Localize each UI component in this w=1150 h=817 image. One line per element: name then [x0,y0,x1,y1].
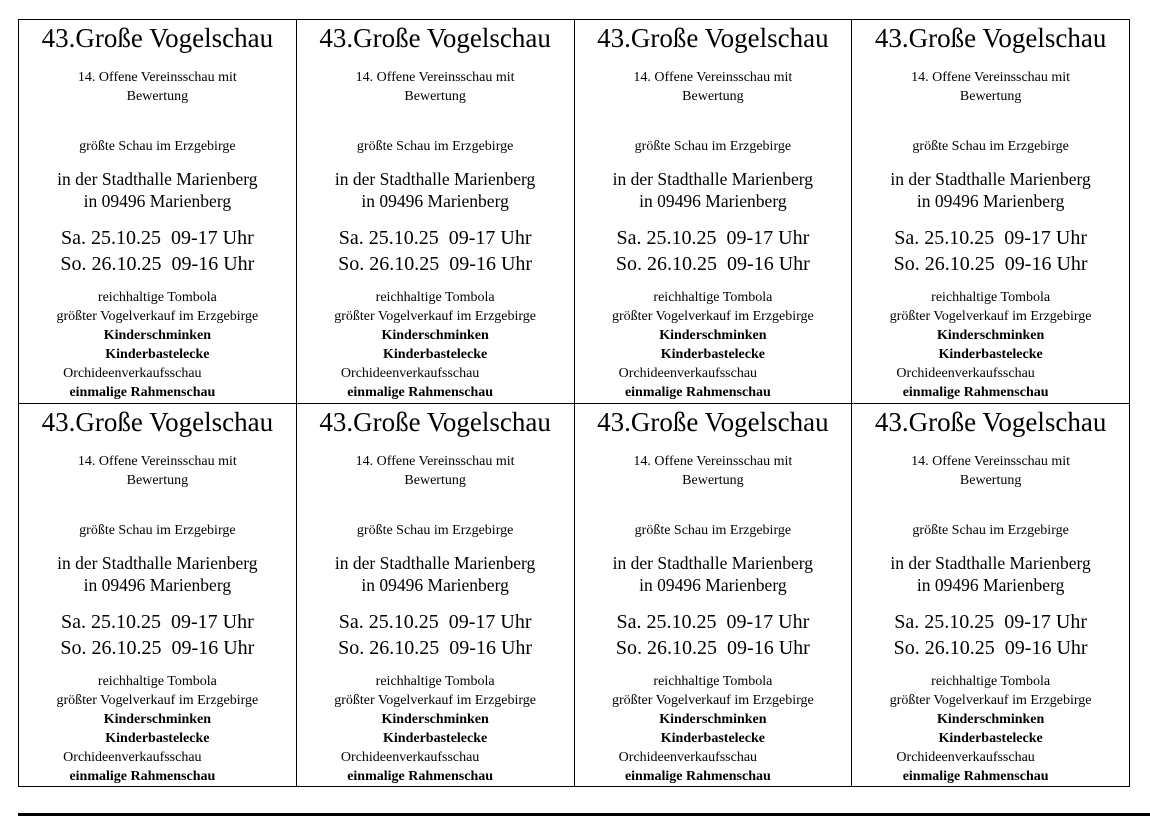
flyer-feature: einmalige Rahmenschau [624,768,771,784]
flyer-sheet [18,19,1130,787]
flyer-title: 43.Große Vogelschau [597,406,829,437]
flyer-feature: einmalige Rahmenschau [69,768,216,784]
flyer-feature: größter Vogelverkauf im Erzgebirge [889,692,1092,708]
flyer-date-sunday: So. 26.10.25 09-16 Uhr [60,253,255,275]
flyer-card [852,20,1130,404]
flyer-features [575,288,852,402]
flyer-subtitle-line1: 14. Offene Vereinsschau mit [633,70,793,85]
flyer-feature: reichhaltige Tombola [97,290,217,305]
flyer-card [297,404,575,788]
flyer-claim: größte Schau im Erzgebirge [634,139,792,154]
flyer-claim: größte Schau im Erzgebirge [912,139,1069,154]
flyer-venue [19,168,296,212]
flyer-claim: größte Schau im Erzgebirge [356,139,514,154]
flyer-title: 43.Große Vogelschau [319,23,551,53]
flyer-card [575,20,853,404]
flyer-venue [575,168,852,212]
flyer-venue [575,552,852,596]
flyer-date-sunday: So. 26.10.25 09-16 Uhr [338,253,533,275]
flyer-title: 43.Große Vogelschau [874,23,1107,53]
flyer-venue-line1: in der Stadthalle Marienberg [334,552,536,573]
flyer-feature: Orchideenverkaufsschau [340,366,480,381]
flyer-date-saturday: Sa. 25.10.25 09-17 Uhr [616,610,810,633]
flyer-feature: Kinderbastelecke [383,347,488,362]
flyer-feature: reichhaltige Tombola [931,290,1051,305]
flyer-feature: Kinderschminken [381,711,489,727]
flyer-venue-line1: in der Stadthalle Marienberg [57,552,258,573]
flyer-subtitle-line1: 14. Offene Vereinsschau mit [355,453,515,469]
flyer-subtitle-line1: 14. Offene Vereinsschau mit [355,70,515,85]
flyer-date-sunday: So. 26.10.25 09-16 Uhr [893,253,1088,275]
flyer-subtitle [297,68,574,106]
flyer-date-sunday: So. 26.10.25 09-16 Uhr [893,636,1088,659]
flyer-card [852,404,1130,788]
flyer-feature: einmalige Rahmenschau [624,385,771,400]
flyer-venue-line2: in 09496 Marienberg [83,574,232,595]
flyer-venue-line2: in 09496 Marienberg [916,191,1065,211]
flyer-feature: Kinderschminken [381,328,489,343]
flyer-venue [852,552,1129,596]
flyer-venue-line2: in 09496 Marienberg [639,574,787,595]
flyer-date-saturday: Sa. 25.10.25 09-17 Uhr [616,227,810,249]
flyer-venue-line2: in 09496 Marienberg [361,191,509,211]
flyer-subtitle-line1: 14. Offene Vereinsschau mit [633,453,793,469]
flyer-subtitle [297,452,574,490]
flyer-feature: Kinderbastelecke [660,347,765,362]
flyer-subtitle-line1: 14. Offene Vereinsschau mit [77,70,237,85]
flyer-claim: größte Schau im Erzgebirge [356,522,514,538]
flyer-claim: größte Schau im Erzgebirge [79,139,236,154]
flyer-subtitle-line1: 14. Offene Vereinsschau mit [911,453,1071,469]
flyer-features [19,672,296,786]
flyer-feature: größter Vogelverkauf im Erzgebirge [56,692,259,708]
flyer-claim: größte Schau im Erzgebirge [79,522,236,538]
flyer-subtitle [19,452,296,490]
flyer-feature: größter Vogelverkauf im Erzgebirge [334,692,537,708]
flyer-date-sunday: So. 26.10.25 09-16 Uhr [615,253,810,275]
flyer-feature: Orchideenverkaufsschau [896,366,1035,381]
flyer-feature: größter Vogelverkauf im Erzgebirge [889,309,1092,324]
flyer-subtitle-line2: Bewertung [959,89,1022,104]
flyer-feature: reichhaltige Tombola [97,673,217,689]
flyer-dates [19,609,296,661]
flyer-subtitle-line2: Bewertung [404,472,466,488]
flyer-feature: Kinderschminken [659,328,767,343]
flyer-subtitle-line2: Bewertung [959,472,1022,488]
flyer-date-saturday: Sa. 25.10.25 09-17 Uhr [60,227,254,249]
flyer-feature: einmalige Rahmenschau [902,385,1049,400]
flyer-subtitle-line2: Bewertung [404,89,466,104]
flyer-feature: Kinderbastelecke [660,730,765,746]
flyer-subtitle-line2: Bewertung [682,89,744,104]
flyer-feature: reichhaltige Tombola [375,673,495,689]
flyer-feature: Orchideenverkaufsschau [63,749,202,765]
flyer-title: 43.Große Vogelschau [41,406,274,437]
page-bottom-rule [18,813,1150,816]
flyer-subtitle [575,68,852,106]
flyer-title: 43.Große Vogelschau [874,406,1107,437]
flyer-venue-line1: in der Stadthalle Marienberg [612,169,814,189]
flyer-venue-line1: in der Stadthalle Marienberg [890,552,1091,573]
flyer-venue [19,552,296,596]
flyer-venue-line1: in der Stadthalle Marienberg [334,169,536,189]
flyer-venue-line2: in 09496 Marienberg [639,191,787,211]
flyer-dates [575,225,852,277]
flyer-dates [852,225,1129,277]
flyer-feature: größter Vogelverkauf im Erzgebirge [611,692,814,708]
flyer-subtitle-line2: Bewertung [126,472,189,488]
flyer-dates [297,609,574,661]
flyer-dates [297,225,574,277]
flyer-card [19,404,297,788]
flyer-venue-line2: in 09496 Marienberg [916,574,1065,595]
flyer-venue [852,168,1129,212]
flyer-feature: Kinderbastelecke [383,730,488,746]
flyer-feature: einmalige Rahmenschau [69,385,216,400]
flyer-card [19,20,297,404]
flyer-title: 43.Große Vogelschau [41,23,274,53]
flyer-venue-line1: in der Stadthalle Marienberg [612,552,814,573]
flyer-features [852,672,1129,786]
flyer-feature: größter Vogelverkauf im Erzgebirge [334,309,537,324]
flyer-claim: größte Schau im Erzgebirge [634,522,792,538]
flyer-title: 43.Große Vogelschau [319,406,551,437]
flyer-venue-line2: in 09496 Marienberg [83,191,232,211]
flyer-features [297,288,574,402]
flyer-dates [852,609,1129,661]
flyer-date-sunday: So. 26.10.25 09-16 Uhr [615,636,810,659]
flyer-feature: Kinderschminken [936,711,1045,727]
flyer-title: 43.Große Vogelschau [597,23,829,53]
flyer-feature: Orchideenverkaufsschau [896,749,1035,765]
flyer-venue-line1: in der Stadthalle Marienberg [57,169,258,189]
flyer-features [297,672,574,786]
flyer-feature: einmalige Rahmenschau [902,768,1049,784]
flyer-subtitle-line2: Bewertung [126,89,189,104]
flyer-date-saturday: Sa. 25.10.25 09-17 Uhr [894,610,1087,633]
flyer-date-saturday: Sa. 25.10.25 09-17 Uhr [338,610,532,633]
flyer-feature: größter Vogelverkauf im Erzgebirge [56,309,259,324]
flyer-feature: größter Vogelverkauf im Erzgebirge [611,309,814,324]
flyer-feature: Kinderschminken [659,711,767,727]
flyer-feature: Kinderschminken [936,328,1045,343]
flyer-feature: Kinderbastelecke [105,730,210,746]
flyer-subtitle-line1: 14. Offene Vereinsschau mit [77,453,237,469]
flyer-venue [297,552,574,596]
flyer-feature: Kinderbastelecke [938,347,1043,362]
flyer-subtitle [19,68,296,106]
flyer-subtitle [575,452,852,490]
flyer-subtitle [852,452,1129,490]
flyer-date-saturday: Sa. 25.10.25 09-17 Uhr [338,227,532,249]
flyer-feature: Orchideenverkaufsschau [340,749,480,765]
flyer-dates [575,609,852,661]
flyer-feature: Kinderschminken [103,328,212,343]
flyer-feature: Orchideenverkaufsschau [618,366,758,381]
flyer-feature: reichhaltige Tombola [375,290,495,305]
flyer-features [852,288,1129,402]
flyer-feature: reichhaltige Tombola [653,673,773,689]
flyer-subtitle [852,68,1129,106]
flyer-feature: Kinderbastelecke [105,347,210,362]
flyer-date-saturday: Sa. 25.10.25 09-17 Uhr [894,227,1087,249]
flyer-feature: einmalige Rahmenschau [347,385,494,400]
flyer-date-sunday: So. 26.10.25 09-16 Uhr [60,636,255,659]
flyer-card [575,404,853,788]
flyer-venue [297,168,574,212]
flyer-feature: Kinderbastelecke [938,730,1043,746]
flyer-dates [19,225,296,277]
flyer-feature: einmalige Rahmenschau [347,768,494,784]
flyer-subtitle-line1: 14. Offene Vereinsschau mit [911,70,1071,85]
flyer-date-sunday: So. 26.10.25 09-16 Uhr [338,636,533,659]
flyer-features [19,288,296,402]
flyer-features [575,672,852,786]
flyer-date-saturday: Sa. 25.10.25 09-17 Uhr [60,610,254,633]
flyer-feature: Orchideenverkaufsschau [618,749,758,765]
flyer-subtitle-line2: Bewertung [682,472,744,488]
flyer-feature: Orchideenverkaufsschau [63,366,202,381]
flyer-feature: reichhaltige Tombola [931,673,1051,689]
flyer-card [297,20,575,404]
flyer-venue-line1: in der Stadthalle Marienberg [890,169,1091,189]
flyer-feature: reichhaltige Tombola [653,290,773,305]
flyer-feature: Kinderschminken [103,711,212,727]
flyer-venue-line2: in 09496 Marienberg [361,574,509,595]
flyer-claim: größte Schau im Erzgebirge [912,522,1069,538]
